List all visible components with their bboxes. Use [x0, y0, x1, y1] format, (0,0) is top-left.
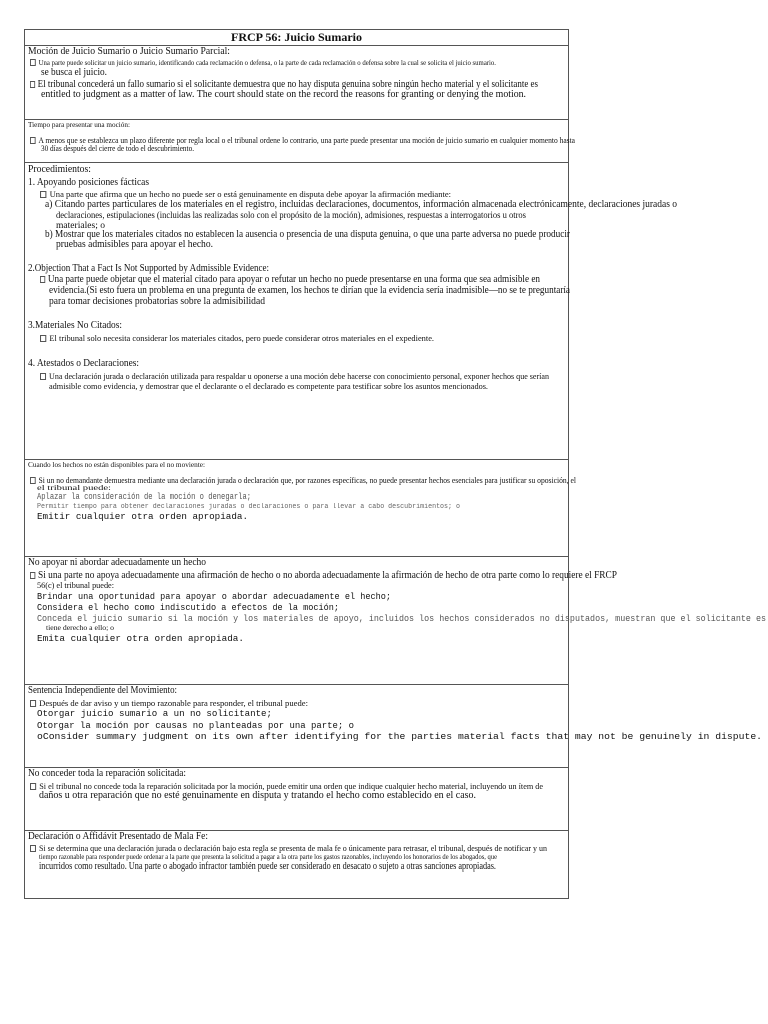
section-independent-judgment: [25, 685, 763, 768]
section-heading: Procedimientos:: [28, 163, 91, 175]
bullet-text: tiempo razonable para responder puede ordenar a la parte que presenta la solicitud a pagar a la otra parte los gastos razonables, incluyendo los honorarios de los abogados, que: [39, 853, 498, 861]
bullet-text: Una declaración jurada o declaración utilizada para respaldar u oponerse a una moción debe hacerse con conocimiento personal, exponer hechos que serían: [40, 372, 580, 381]
checkbox-icon: [30, 700, 36, 707]
bullet-text: admisible como evidencia, y demostrar que el declarante o el declarado es competente para testificar sobre los asuntos mencionados.: [49, 382, 489, 391]
list-item: b) Mostrar que los materiales citados no establecen la ausencia o presencia de una disputa genuina, o que una parte adversa no puede producir: [45, 229, 571, 240]
option-item: Emitir cualquier otra orden apropiada.: [37, 511, 249, 522]
section-heading: Declaración o Affidávit Presentado de Mala Fe:: [28, 831, 208, 842]
bullet-text: para tomar decisiones probatorias sobre la admisibilidad: [49, 296, 266, 307]
section-heading: Cuando los hechos no están disponibles para el no moviente:: [28, 461, 205, 469]
subheading: 2.Objection That a Fact Is Not Supported by Admissible Evidence:: [28, 263, 269, 274]
checkbox-icon: [30, 81, 35, 88]
option-item: Otorgar juicio sumario a un no solicitante;: [37, 708, 272, 719]
checkbox-icon: [40, 373, 46, 380]
checkbox-icon: [40, 335, 46, 342]
section-heading: Sentencia Independiente del Movimiento:: [28, 685, 177, 696]
bullet-text: daños u otra reparación que no esté genuinamente en disputa y tratando el hecho como establecido en el caso.: [39, 790, 476, 801]
bullet-text: 56(c) el tribunal puede:: [37, 581, 115, 590]
section-bad-faith: [25, 831, 569, 899]
option-item: tiene derecho a ello; o: [46, 624, 114, 632]
bullet-text: Si el tribunal no concede toda la reparación solicitada por la moción, puede emitir una orden que indique cualquier hecho material, incluyendo un ítem de: [30, 782, 580, 791]
bullet-text: Si se determina que una declaración jurada o declaración bajo esta regla se presenta de mala fe o únicamente para retrasar, el tribunal, después de notificar y un: [30, 844, 565, 853]
list-item: declaraciones, estipulaciones (incluidas las realizadas solo con el propósito de la moción), admisiones, respuestas a interrogatorios u otros: [56, 210, 526, 220]
bullet-text: 30 días después del cierre de todo el descubrimiento.: [41, 144, 195, 153]
section-heading: No apoyar ni abordar adecuadamente un hecho: [28, 557, 207, 568]
list-item: pruebas admisibles para apoyar el hecho.: [56, 239, 214, 250]
bullet-text: entitled to judgment as a matter of law. The court should state on the record the reasons for granting or denying the motion.: [41, 89, 527, 100]
section-heading: No conceder toda la reparación solicitada:: [28, 768, 186, 779]
checkbox-icon: [30, 845, 36, 852]
bullet-text: se busca el juicio.: [41, 67, 108, 78]
subheading: 3.Materiales No Citados:: [28, 320, 122, 331]
bullet-text: Una parte que afirma que un hecho no puede ser o está genuinamente en disputa debe apoyar la afirmación mediante:: [40, 190, 614, 199]
option-item: Emita cualquier otra orden apropiada.: [37, 633, 244, 644]
page-title: FRCP 56: Juicio Sumario: [231, 30, 362, 44]
checkbox-icon: [40, 276, 45, 283]
checkbox-icon: [40, 191, 46, 198]
subheading: 4. Atestados o Declaraciones:: [28, 358, 140, 369]
option-item: Otorgar la moción por causas no planteadas por una parte; o: [37, 720, 354, 731]
document-table: [24, 29, 767, 899]
checkbox-icon: [30, 137, 36, 144]
bullet-text: El tribunal concederá un fallo sumario si el solicitante demuestra que no hay disputa genuina sobre ningún hecho material y el solicitante es: [30, 79, 488, 90]
section-partial-relief: [25, 768, 569, 831]
option-item: Permitir tiempo para obtener declaraciones juradas o declaraciones o para llevar a cabo descubrimientos; o: [37, 503, 461, 511]
list-item: materiales; o: [56, 220, 105, 230]
bullet-text: El tribunal solo necesita considerar los materiales citados, pero puede considerar otros materiales en el expediente.: [40, 334, 603, 343]
section-motion: [25, 46, 569, 120]
section-failing-support: [25, 557, 767, 685]
bullet-text: Una parte puede objetar que el material citado para apoyar o refutar un hecho no puede presentarse en una forma que sea admisible en: [40, 274, 509, 285]
section-unavailable-facts: [25, 460, 576, 557]
checkbox-icon: [30, 783, 36, 790]
bullet-text: Si una parte no apoya adecuadamente una afirmación de hecho o no aborda adecuadamente la afirmación de hecho de otra parte como lo requiere el FRCP: [30, 570, 508, 581]
section-heading: Tiempo para presentar una moción:: [28, 121, 131, 129]
bullet-text: Si un no demandante demuestra mediante una declaración jurada o declaración que, por razones específicas, no puede presentar hechos esenciales para justificar su oposición, el: [30, 476, 540, 485]
option-item: Brindar una oportunidad para apoyar o abordar adecuadamente el hecho;: [37, 591, 391, 602]
checkbox-icon: [30, 59, 36, 66]
bullet-text: Después de dar aviso y un tiempo razonable para responder, el tribunal puede:: [30, 698, 573, 708]
list-item: a) Citando partes particulares de los materiales en el registro, incluidas declaraciones, documentos, información almacenada electrónicamente, declaraciones juradas o: [45, 199, 678, 210]
title-cell: [25, 30, 569, 46]
bullet-text: evidencia.(Si esto fuera un problema en una pregunta de examen, los hechos te dirían que la evidencia sería inadmisible—no se te preguntaría: [49, 285, 571, 296]
bullet-text: Una parte puede solicitar un juicio sumario, identificando cada reclamación o defensa, o la parte de cada reclamación o defensa sobre la cual se solicita el juicio sumario.: [30, 59, 548, 67]
subheading: 1. Apoyando posiciones fácticas: [28, 176, 149, 188]
option-item: Aplazar la consideración de la moción o denegarla;: [37, 491, 252, 502]
option-item: Considera el hecho como indiscutido a efectos de la moción;: [37, 602, 339, 613]
section-heading: Moción de Juicio Sumario o Juicio Sumario Parcial:: [28, 45, 230, 57]
option-item: oConsider summary judgment on its own after identifying for the parties material facts that may not be genuinely in dispute.: [37, 731, 763, 742]
checkbox-icon: [30, 572, 35, 579]
checkbox-icon: [30, 477, 36, 484]
section-procedures: [25, 163, 678, 460]
bullet-text: incurridos como resultado. Una parte o abogado infractor también puede ser considerado en desacato o sujeto a otras sanciones apropiadas.: [39, 861, 496, 872]
bullet-text: A menos que se establezca un plazo diferente por regla local o el tribunal ordene lo contrario, una parte puede presentar una moción de juicio sumario en cualquier momento hasta: [30, 136, 534, 145]
bullet-text: el tribunal puede:: [37, 484, 112, 492]
option-item: Conceda el juicio sumario si la moción y los materiales de apoyo, incluidos los hechos considerados no disputados, muestran que el solicitante es: [37, 613, 767, 624]
section-time: [25, 120, 576, 163]
